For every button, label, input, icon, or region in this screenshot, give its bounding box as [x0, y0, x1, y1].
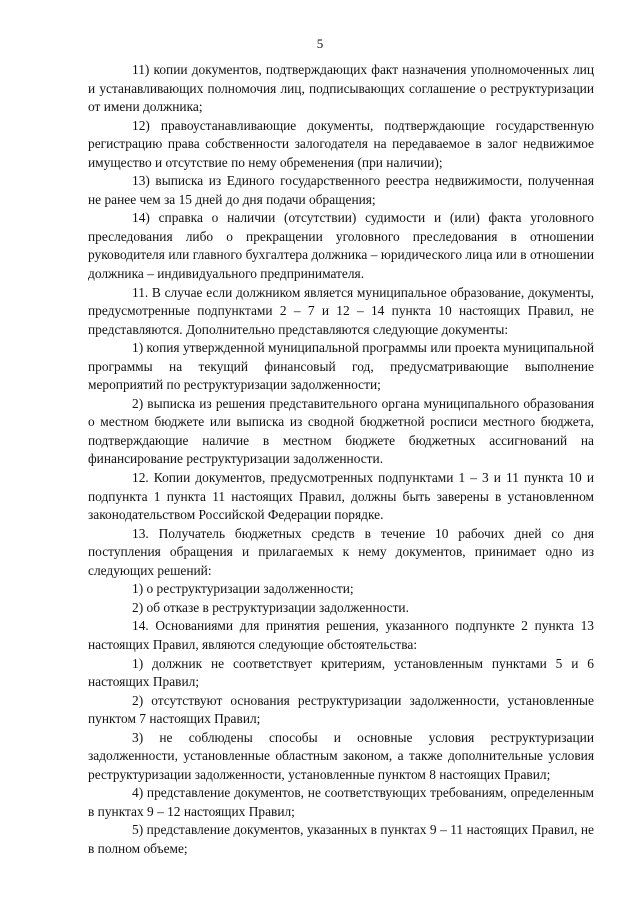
paragraph-item-14-criminal-record: 14) справка о наличии (отсутствии) судимости и (или) факта уголовного преследования либо о прекращении уголовного преследования в отношении руководителя или главного бухгалтера должника – юридического лица или в отношении должника – индивидуального предпринимателя. [88, 210, 594, 282]
paragraph-point-13: 13. Получатель бюджетных средств в течение 10 рабочих дней со дня поступления обращения и прилагаемых к нему документов, принимает одно из следующих решений: [88, 525, 594, 578]
paragraph-point-14-sub-3: 3) не соблюдены способы и основные условия реструктуризации задолженности, установленные областным законом, а также дополнительные условия реструктуризации задолженности, установленные пунктом 8 настоящих Правил; [88, 729, 594, 782]
paragraph-point-13-sub-1: 1) о реструктуризации задолженности; [132, 581, 354, 597]
paragraph-item-13-registry-extract: 13) выписка из Единого государственного реестра недвижимости, полученная не ранее чем за 15 дней до дня подачи обращения; [88, 173, 594, 207]
paragraph-point-11: 11. В случае если должником является муниципальное образование, документы, предусмотренные подпунктами 2 – 7 и 12 – 14 пункта 10 настоящих Правил, не представляются. Дополнительно представляются следующие документы: [88, 284, 594, 337]
document-body [88, 61, 594, 859]
paragraph-point-14-sub-2: 2) отсутствуют основания реструктуризации задолженности, установленные пунктом 7 настоящих Правил; [88, 692, 594, 727]
paragraph-point-12: 12. Копии документов, предусмотренных подпунктами 1 – 3 и 11 пункта 10 и подпункта 1 пункта 11 настоящих Правил, должны быть заверены в установленном законодательством Российской Федерации порядке. [88, 470, 594, 523]
page-number: 5 [316, 36, 324, 51]
paragraph-point-11-sub-1: 1) копия утвержденной муниципальной программы или проекта муниципальной программы на текущий финансовый год, предусматривающие выполнение мероприятий по реструктуризации задолженности; [88, 340, 594, 393]
paragraph-item-11-copies: 11) копии документов, подтверждающих факт назначения уполномоченных лиц и устанавливающих полномочия лиц, подписывающих соглашение о реструктуризации от имени должника; [88, 62, 594, 115]
paragraph-point-11-sub-2: 2) выписка из решения представительного органа муниципального образования о местном бюджете или выписка из сводной бюджетной росписи местного бюджета, подтверждающие наличие в местном бюджете бюджетных ассигнований на финансирование реструктуризации задолженности. [88, 395, 594, 467]
paragraph-point-14-sub-4: 4) представление документов, не соответствующих требованиям, определенным в пунктах 9 – 12 настоящих Правил; [88, 785, 594, 819]
paragraph-point-14-sub-5: 5) представление документов, указанных в пунктах 9 – 11 настоящих Правил, не в полном объеме; [88, 822, 594, 856]
paragraph-item-12-title-documents: 12) правоустанавливающие документы, подтверждающие государственную регистрацию права собственности залогодателя на передаваемое в залог недвижимое имущество и отсутствие по нему обременения (при наличии); [88, 117, 594, 170]
paragraph-point-14-sub-1: 1) должник не соответствует критериям, установленным пунктами 5 и 6 настоящих Правил; [88, 655, 594, 690]
paragraph-point-14: 14. Основаниями для принятия решения, указанного подпункте 2 пункта 13 настоящих Правил, являются следующие обстоятельства: [88, 618, 594, 652]
paragraph-point-13-sub-2: 2) об отказе в реструктуризации задолженности. [132, 599, 409, 615]
